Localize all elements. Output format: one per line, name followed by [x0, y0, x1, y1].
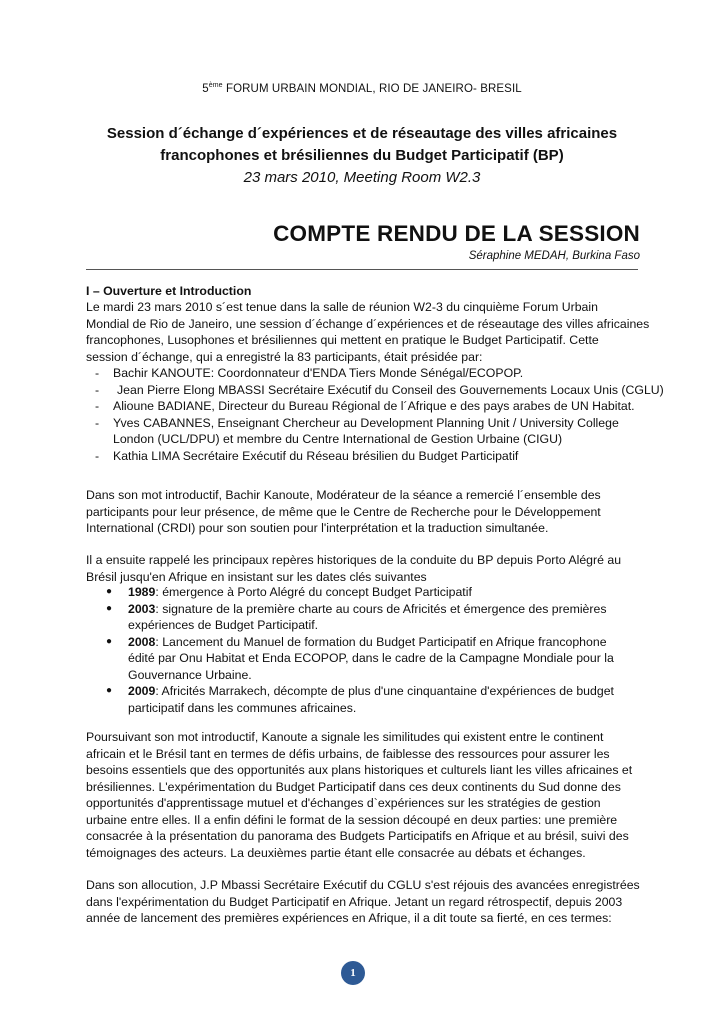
milestones-list	[86, 584, 646, 716]
history-paragraph	[86, 552, 646, 585]
milestone-year: 2009	[128, 684, 156, 698]
list-item: ● 2009: Africités Marrakech, décompte de plus d'une cinquantaine d'expériences de budget participatif dans les communes africaines.	[106, 684, 614, 715]
title-divider	[86, 269, 638, 270]
list-item: - Kathia LIMA Secrétaire Exécutif du Réseau brésilien du Budget Participatif	[95, 448, 519, 463]
report-title: COMPTE RENDU DE LA SESSION	[273, 221, 640, 246]
bullet-icon: ●	[106, 685, 113, 696]
paragraph-line: International (CRDI) pour son soutien pour l'interprétation et la traduction simultanée.	[86, 521, 549, 535]
paragraph-line: dans l'expérimentation du Budget Participatif en Afrique. Jetant un regard rétrospectif, depuis 2003	[86, 894, 623, 909]
forum-ordinal: ème	[208, 82, 223, 89]
list-item: - Yves CABANNES, Enseignant Chercheur au Development Planning Unit / University College London (UCL/DPU) et membre du Centre International de Gestion Urbaine (CIGU)	[95, 415, 619, 446]
forum-header	[0, 82, 724, 95]
paragraph-line: Mondial de Rio de Janeiro, une session d´échange d´expériences et de réseautage des villes africaines	[86, 316, 650, 331]
milestone-year: 1989	[128, 585, 156, 599]
paragraph-line: urbaine entre elles. Il a enfin défini le format de la session découpé en deux parties: une première	[86, 812, 618, 827]
list-item: - Bachir KANOUTE: Coordonnateur d'ENDA Tiers Monde Sénégal/ECOPOP.	[95, 366, 524, 380]
paragraph-line: Le mardi 23 mars 2010 s´est tenue dans la salle de réunion W2-3 du cinquième Forum Urbain	[86, 300, 598, 314]
moderator-paragraph	[86, 487, 646, 537]
allocution-paragraph	[86, 877, 646, 927]
paragraph-line: témoignages des acteurs. La deuxièmes partie étant elle consacrée au débats et échanges.	[86, 845, 586, 860]
forum-number: 5	[202, 83, 209, 95]
paragraph-line: Poursuivant son mot introductif, Kanoute a signale les similitudes qui existent entre le continent	[86, 730, 604, 744]
participants-list	[86, 365, 664, 464]
paragraph-line: Dans son allocution, J.P Mbassi Secrétaire Exécutif du CGLU s'est réjouis des avancées enregistrées	[86, 878, 640, 892]
paragraph-line: africain et le Brésil tant en termes de défis urbains, de faiblesse des ressources pour assurer les	[86, 746, 610, 761]
paragraph-line: Brésil jusqu'en Afrique en insistant sur les dates clés suivantes	[86, 569, 427, 584]
paragraph-line: Dans son mot introductif, Bachir Kanoute, Modérateur de la séance a remercié l´ensemble des	[86, 488, 601, 502]
paragraph-line: francophones, Lusophones et brésiliennes qui mettent en pratique le Budget Participatif. Cette	[86, 333, 599, 347]
list-item: ● 2003: signature de la première charte au cours de Africités et émergence des premières expériences de Budget Participatif.	[106, 601, 607, 632]
list-item: ● 1989: émergence à Porto Alégré du concept Budget Participatif	[106, 585, 472, 599]
paragraph-line: besoins essentiels que des opportunités aux plans historiques et culturels liant les villes africaines et	[86, 763, 633, 777]
list-item: ● 2008: Lancement du Manuel de formation du Budget Participatif en Afrique francophone édité par Onu Habitat et Enda ECOPOP, dans le cadre de la Campagne Mondiale pour la Gouvernance Urbaine.	[106, 634, 614, 682]
bullet-icon: ●	[106, 586, 113, 597]
paragraph-line: opportunités d'apprentissage mutuel et d'échanges d`expériences sur les stratégies de gestion	[86, 796, 601, 810]
section-heading: I – Ouverture et Introduction	[86, 284, 252, 298]
paragraph-line: participants pour leur présence, de même que le Centre de Recherche pour le Développement	[86, 504, 601, 519]
paragraph-line: Il a ensuite rappelé les principaux repères historiques de la conduite du BP depuis Porto Alégré au	[86, 553, 622, 567]
milestone-year: 2003	[128, 601, 156, 616]
paragraph-line: session d´échange, qui a enregistré la 83 participants, était présidée par:	[86, 349, 483, 364]
list-item: - Alioune BADIANE, Directeur du Bureau Régional de l´Afrique e des pays arabes de UN Habitat.	[95, 399, 635, 413]
similarities-paragraph	[86, 729, 646, 861]
session-title-line-2: francophones et brésiliennes du Budget Participatif (BP)	[160, 147, 564, 164]
forum-name: FORUM URBAIN MONDIAL, RIO DE JANEIRO- BRESIL	[222, 83, 522, 95]
page-number-badge: 1	[341, 961, 365, 985]
session-title-line-1: Session d´échange d´expériences et de réseautage des villes africaines	[106, 125, 618, 142]
session-date: 23 mars 2010, Meeting Room W2.3	[243, 169, 481, 186]
intro-paragraph	[86, 299, 650, 365]
paragraph-line: consacrée à la présentation du panorama des Budgets Participatifs en Afrique et au brésil, suivi des	[86, 829, 629, 843]
paragraph-line: année de lancement des premières expériences en Afrique, il a dit toute sa fierté, en ces termes:	[86, 911, 612, 925]
milestone-year: 2008	[128, 634, 156, 649]
list-item: - Jean Pierre Elong MBASSI Secrétaire Exécutif du Conseil des Gouvernements Locaux Unis (CGLU)	[95, 382, 664, 397]
bullet-icon: ●	[106, 602, 113, 614]
paragraph-line: brésiliennes. L'expérimentation du Budget Participatif dans ces deux continents du Sud donne des	[86, 779, 621, 794]
report-author: Séraphine MEDAH, Burkina Faso	[468, 250, 640, 262]
bullet-icon: ●	[106, 635, 113, 647]
